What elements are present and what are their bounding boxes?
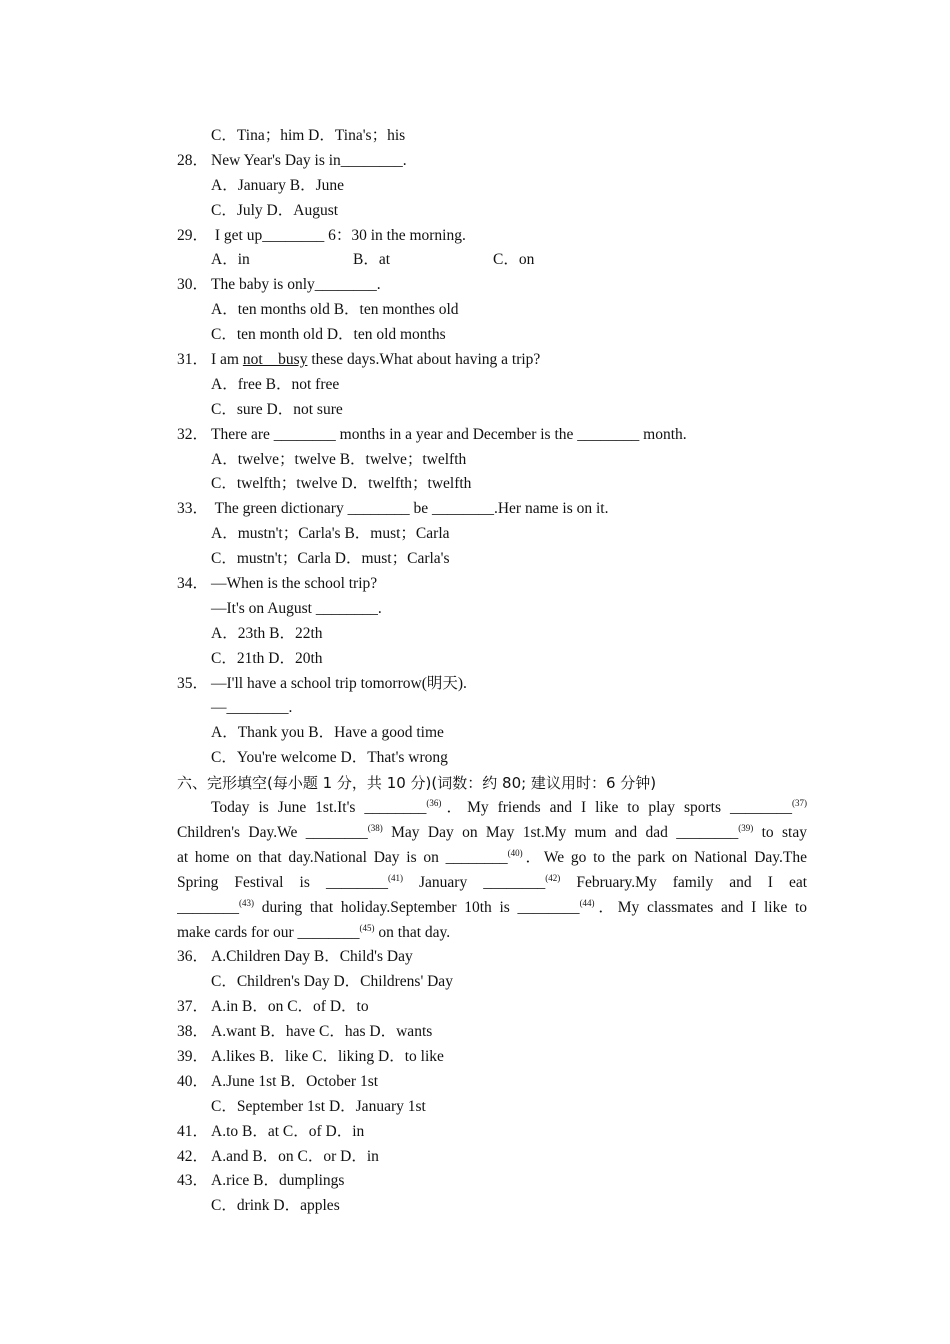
q37-number: 37． (177, 998, 209, 1016)
q33-number: 33． (177, 500, 209, 518)
q36-number: 36． (177, 948, 209, 966)
q30-number: 30． (177, 276, 209, 294)
q30-options-cd: C．ten month old D．ten old months (211, 326, 446, 344)
q36-opt-ab: A.Children Day B．Child's Day (211, 948, 413, 966)
q39-options (177, 1045, 807, 1070)
passage-text: February.My family and I eat (560, 873, 807, 891)
q36-options-cd: C．Children's Day D．Childrens' Day (211, 973, 453, 991)
q34-response: —It's on August ________. (211, 599, 382, 617)
q28-options-ab: A．January B．June (211, 176, 345, 194)
q34-text: —When is the school trip? (211, 575, 378, 593)
q41-opts: A.to B．at C．of D．in (211, 1122, 365, 1140)
passage-text: ．We go to the park on National Day.The (522, 848, 807, 866)
q40-options-ab (177, 1070, 807, 1095)
exam-content (177, 124, 807, 1219)
blank-marker-38: (38) (367, 822, 383, 833)
q35-options-cd: C．You're welcome D．That's wrong (211, 749, 448, 767)
passage-text: ．My classmates and I like to (594, 898, 807, 916)
passage-text: Today is June 1st.It's ________ (211, 799, 427, 817)
q30-options-ab: A．ten months old B．ten monthes old (211, 301, 459, 319)
q32-options-ab: A．twelve；twelve B．twelve；twelfth (211, 450, 467, 468)
passage-text: ．My friends and I like to play sports ________ (441, 799, 792, 817)
q30-text: The baby is only________. (211, 276, 381, 294)
q28-stem (177, 149, 807, 174)
q31-text-post: these days.What about having a trip? (307, 351, 541, 369)
q40-opt-ab: A.June 1st B．October 1st (211, 1072, 379, 1090)
q30-stem (177, 273, 807, 298)
q33-options-ab: A．mustn't；Carla's B．must；Carla (211, 525, 450, 543)
passage-line-2 (177, 821, 807, 846)
blank-marker-44: (44) (579, 897, 595, 908)
q33-stem (177, 497, 807, 522)
q32-options-cd: C．twelfth；twelve D．twelfth；twelfth (211, 475, 472, 493)
q35-response: —________. (211, 699, 293, 717)
passage-line-1 (177, 796, 807, 821)
blank-marker-40: (40) (507, 847, 523, 858)
passage-text: Children's Day.We ________ (177, 823, 368, 841)
q37-options (177, 995, 807, 1020)
passage-text: ________ (177, 898, 239, 916)
q29-stem (177, 224, 807, 249)
passage-line-4 (177, 871, 807, 896)
q40-options-cd: C．September 1st D．January 1st (211, 1097, 426, 1115)
q31-underlined-phrase: not busy (242, 351, 308, 369)
q34-options-cd: C．21th D．20th (211, 649, 323, 667)
q31-options-ab: A．free B．not free (211, 375, 340, 393)
q35-stem (177, 672, 807, 697)
q27-options-cd: C．Tina；him D．Tina's；his (211, 127, 406, 144)
q38-options (177, 1020, 807, 1045)
q29-options (177, 248, 807, 273)
q38-number: 38． (177, 1023, 209, 1041)
blank-marker-36: (36) (426, 798, 442, 809)
q40-number: 40． (177, 1072, 209, 1090)
passage-text: to stay (753, 823, 807, 841)
section-6-heading: 六、完形填空(每小题 1 分，共 10 分)(词数：约 80; 建议用时：6 分钟) (177, 774, 657, 793)
q32-number: 32． (177, 425, 209, 443)
blank-marker-45: (45) (359, 922, 375, 933)
q31-stem (177, 348, 807, 373)
passage-line-3 (177, 846, 807, 871)
q35-options-ab: A．Thank you B．Have a good time (211, 724, 444, 742)
q42-opts: A.and B．on C．or D．in (211, 1147, 379, 1165)
passage-text: May Day on May 1st.My mum and dad ________ (382, 823, 739, 841)
q31-number: 31． (177, 351, 209, 369)
q32-stem (177, 423, 807, 448)
q33-options-cd: C．mustn't；Carla D．must；Carla's (211, 550, 450, 568)
q29-text: I get up________ 6：30 in the morning. (211, 226, 466, 244)
q43-options-cd: C．drink D．apples (211, 1197, 340, 1215)
q29-number: 29． (177, 226, 209, 244)
q28-text: New Year's Day is in________. (211, 151, 407, 169)
q33-text: The green dictionary ________ be ________.Her name is on it. (211, 500, 609, 518)
q34-stem (177, 572, 807, 597)
q29-option-a: A．in (211, 251, 250, 269)
blank-marker-43: (43) (239, 897, 254, 908)
q31-options-cd: C．sure D．not sure (211, 400, 343, 418)
blank-marker-37: (37) (792, 798, 807, 809)
passage-text: Spring Festival is ________ (177, 873, 388, 891)
blank-marker-42: (42) (545, 872, 561, 883)
q29-option-b: B．at (353, 251, 391, 269)
q39-number: 39． (177, 1047, 209, 1065)
q32-text: There are ________ months in a year and December is the ________ month. (211, 425, 687, 443)
q41-options (177, 1120, 807, 1145)
q35-number: 35． (177, 674, 209, 692)
q39-opts: A.likes B．like C．liking D．to like (211, 1047, 444, 1065)
q35-text: —I'll have a school trip tomorrow(明天). (211, 674, 467, 692)
q29-option-c: C．on (493, 251, 535, 269)
blank-marker-39: (39) (738, 822, 754, 833)
q31-text-pre: I am (211, 351, 243, 369)
passage-line-5 (177, 896, 807, 921)
q28-options-cd: C．July D．August (211, 201, 339, 219)
q42-options (177, 1145, 807, 1170)
q43-options-ab (177, 1169, 807, 1194)
q28-number: 28． (177, 151, 209, 169)
q37-opts: A.in B．on C．of D．to (211, 998, 369, 1016)
q42-number: 42． (177, 1147, 209, 1165)
q36-options-ab (177, 945, 807, 970)
q38-opts: A.want B．have C．has D．wants (211, 1023, 433, 1041)
passage-text: make cards for our ________ (177, 923, 360, 941)
blank-marker-41: (41) (387, 872, 403, 883)
q41-number: 41． (177, 1122, 209, 1140)
passage-line-6 (177, 921, 807, 946)
q43-number: 43． (177, 1172, 209, 1190)
q34-options-ab: A．23th B．22th (211, 624, 323, 642)
passage-text: during that holiday.September 10th is ________ (254, 898, 580, 916)
passage-text: January ________ (402, 873, 546, 891)
q34-number: 34． (177, 575, 209, 593)
passage-text: at home on that day.National Day is on ________ (177, 848, 508, 866)
q43-opt-ab: A.rice B．dumplings (211, 1172, 345, 1190)
passage-text: on that day. (374, 923, 451, 941)
